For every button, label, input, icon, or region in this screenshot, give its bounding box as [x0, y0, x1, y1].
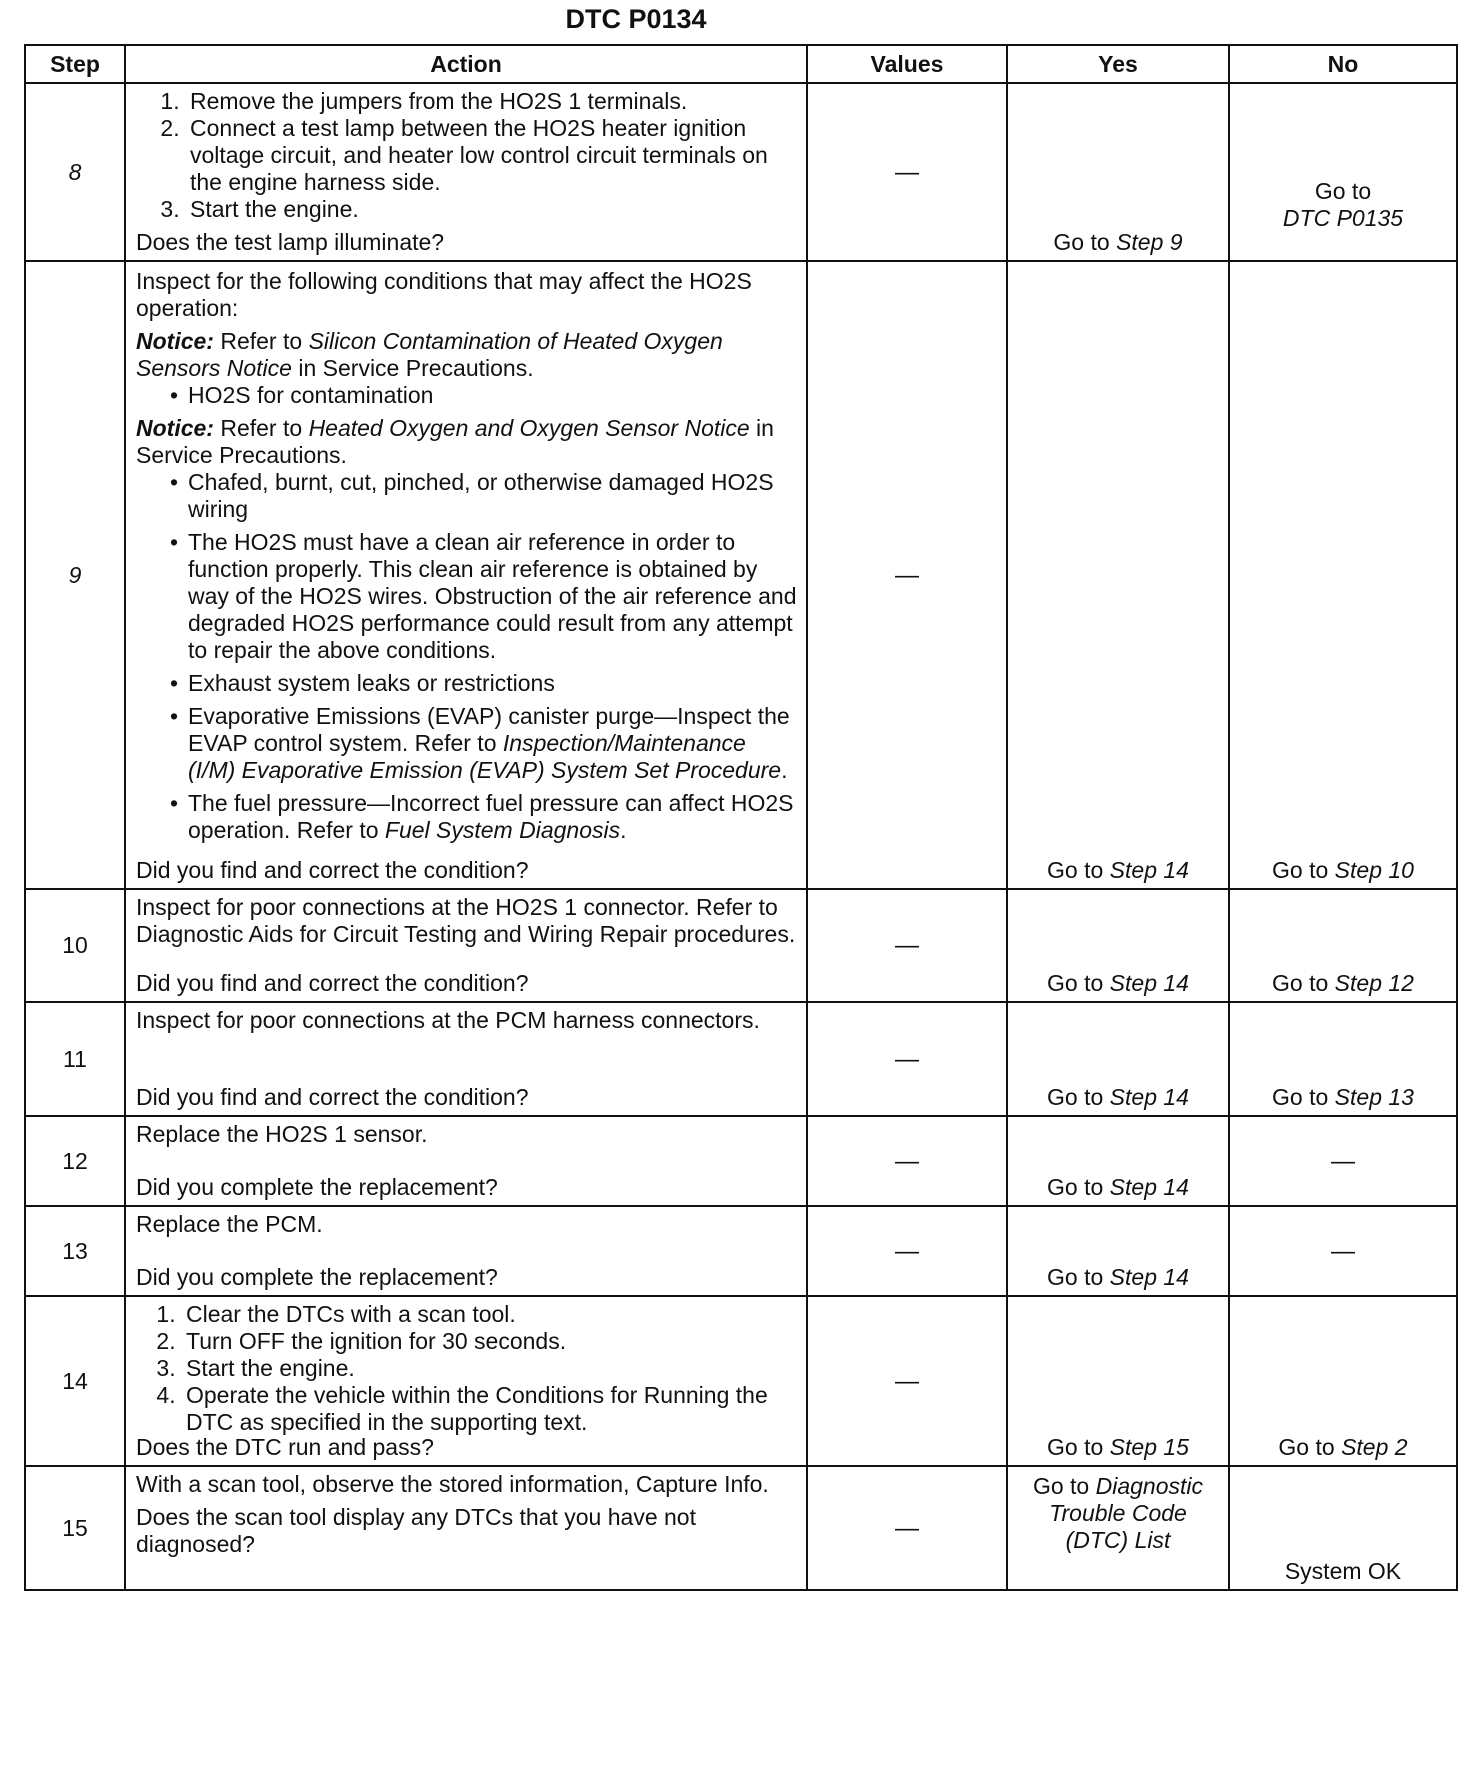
- table-header-row: [25, 45, 1457, 83]
- list-item: • Chafed, burnt, cut, pinched, or otherwise damaged HO2S wiring: [178, 469, 798, 523]
- values-cell: —: [807, 1466, 1007, 1590]
- step-link: Step 14: [1109, 857, 1189, 883]
- question-text: Does the test lamp illuminate?: [136, 229, 445, 255]
- action-text: Replace the PCM.: [136, 1211, 323, 1237]
- table-row: [25, 889, 1457, 1002]
- list-item: • The HO2S must have a clean air reference in order to function properly. This clean air reference is obtained by way of the HO2S wires. Obstruction of the air reference and degraded HO2S performance could result from any attempt to repair the above conditions.: [178, 529, 798, 664]
- question-text: Did you find and correct the condition?: [136, 857, 529, 883]
- page-title: DTC P0134: [565, 4, 707, 34]
- question-text: Does the scan tool display any DTCs that you have not diagnosed?: [136, 1504, 696, 1557]
- question-text: Did you find and correct the condition?: [136, 970, 529, 996]
- step-number: 15: [25, 1466, 125, 1590]
- values-cell: —: [807, 261, 1007, 889]
- yes-cell: Go to Step 9: [1007, 83, 1229, 261]
- list-item: 2. Turn OFF the ignition for 30 seconds.: [182, 1328, 798, 1355]
- values-cell: —: [807, 1296, 1007, 1466]
- table-row: [25, 1296, 1457, 1466]
- action-cell: [125, 889, 807, 1002]
- step-link: Diagnostic Trouble Code (DTC) List: [1049, 1473, 1204, 1553]
- list-item: • Exhaust system leaks or restrictions: [178, 670, 798, 697]
- step-link: Step 9: [1116, 229, 1183, 255]
- action-cell: [125, 83, 807, 261]
- question-text: Did you find and correct the condition?: [136, 1084, 529, 1110]
- question-text: Did you complete the replacement?: [136, 1264, 498, 1290]
- action-cell: [125, 1002, 807, 1116]
- list-item: 4. Operate the vehicle within the Conditions for Running the DTC as specified in the supporting text.: [182, 1382, 798, 1436]
- list-item: • Evaporative Emissions (EVAP) canister purge—Inspect the EVAP control system. Refer to Inspection/Maintenance (I/M) Evaporative Emission (EVAP) System Set Procedure.: [178, 703, 798, 784]
- notice-2: Notice: Refer to Heated Oxygen and Oxygen Sensor Notice in Service Precautions.: [136, 415, 774, 468]
- list-item: 1. Clear the DTCs with a scan tool.: [182, 1301, 798, 1328]
- table-row: [25, 1002, 1457, 1116]
- action-cell: [125, 1116, 807, 1206]
- procedure-list: [136, 88, 798, 223]
- list-item: 1. Remove the jumpers from the HO2S 1 terminals.: [186, 88, 798, 115]
- list-item: • HO2S for contamination: [178, 382, 798, 409]
- step-link: Step 14: [1109, 1264, 1189, 1290]
- header-values: Values: [807, 45, 1007, 83]
- action-cell: [125, 261, 807, 889]
- no-cell: System OK: [1229, 1466, 1457, 1590]
- values-cell: —: [807, 1206, 1007, 1296]
- header-yes: Yes: [1007, 45, 1229, 83]
- step-number: 8: [25, 83, 125, 261]
- values-cell: —: [807, 83, 1007, 261]
- notice-1: Notice: Refer to Silicon Contamination of Heated Oxygen Sensors Notice in Service Precautions.: [136, 328, 723, 381]
- table-row: [25, 83, 1457, 261]
- action-cell: [125, 1466, 807, 1590]
- yes-cell: Go to Step 15: [1007, 1296, 1229, 1466]
- step-number: 13: [25, 1206, 125, 1296]
- step-link: Step 14: [1109, 970, 1189, 996]
- header-step: Step: [25, 45, 125, 83]
- values-cell: —: [807, 1002, 1007, 1116]
- values-cell: —: [807, 1116, 1007, 1206]
- step-number: 12: [25, 1116, 125, 1206]
- yes-cell: Go to Step 14: [1007, 1116, 1229, 1206]
- step-link: Step 13: [1334, 1084, 1414, 1110]
- action-text: Inspect for poor connections at the HO2S 1 connector. Refer to Diagnostic Aids for Circuit Testing and Wiring Repair procedures.: [136, 894, 796, 947]
- no-cell: Go to Step 10: [1229, 261, 1457, 889]
- procedure-list: [136, 1301, 798, 1436]
- table-row: [25, 1466, 1457, 1590]
- step-link: Step 12: [1334, 970, 1414, 996]
- values-cell: —: [807, 889, 1007, 1002]
- condition-list: [136, 469, 798, 844]
- list-item: 3. Start the engine.: [182, 1355, 798, 1382]
- action-text: With a scan tool, observe the stored information, Capture Info.: [136, 1471, 769, 1497]
- step-link: Step 14: [1109, 1084, 1189, 1110]
- action-text: Replace the HO2S 1 sensor.: [136, 1121, 428, 1147]
- condition-list: [136, 382, 798, 409]
- intro-text: Inspect for the following conditions that may affect the HO2S operation:: [136, 268, 752, 321]
- question-text: Does the DTC run and pass?: [136, 1434, 434, 1460]
- action-cell: [125, 1296, 807, 1466]
- no-cell: —: [1229, 1206, 1457, 1296]
- step-number: 11: [25, 1002, 125, 1116]
- dtc-table: [24, 44, 1458, 1591]
- header-action: Action: [125, 45, 807, 83]
- no-cell: —: [1229, 1116, 1457, 1206]
- action-cell: [125, 1206, 807, 1296]
- yes-cell: Go to Diagnostic Trouble Code (DTC) List: [1007, 1466, 1229, 1590]
- step-number: 9: [25, 261, 125, 889]
- step-link: Step 14: [1109, 1174, 1189, 1200]
- action-text: Inspect for poor connections at the PCM harness connectors.: [136, 1007, 760, 1033]
- no-cell: Go to Step 12: [1229, 889, 1457, 1002]
- step-link: Step 2: [1341, 1434, 1408, 1460]
- table-row: [25, 261, 1457, 889]
- yes-cell: Go to Step 14: [1007, 1206, 1229, 1296]
- list-item: 2. Connect a test lamp between the HO2S heater ignition voltage circuit, and heater low control circuit terminals on the engine harness side.: [186, 115, 798, 196]
- step-link: Step 10: [1334, 857, 1414, 883]
- no-cell: Go to Step 2: [1229, 1296, 1457, 1466]
- header-no: No: [1229, 45, 1457, 83]
- question-text: Did you complete the replacement?: [136, 1174, 498, 1200]
- table-row: [25, 1206, 1457, 1296]
- yes-cell: Go to Step 14: [1007, 261, 1229, 889]
- yes-cell: Go to Step 14: [1007, 1002, 1229, 1116]
- step-link: DTC P0135: [1282, 205, 1404, 231]
- table-row: [25, 1116, 1457, 1206]
- no-cell: Go to DTC P0135: [1229, 83, 1457, 261]
- yes-cell: Go to Step 14: [1007, 889, 1229, 1002]
- list-item: 3. Start the engine.: [186, 196, 798, 223]
- step-link: Step 15: [1109, 1434, 1189, 1460]
- no-cell: Go to Step 13: [1229, 1002, 1457, 1116]
- list-item: • The fuel pressure—Incorrect fuel pressure can affect HO2S operation. Refer to Fuel System Diagnosis.: [178, 790, 798, 844]
- step-number: 14: [25, 1296, 125, 1466]
- step-number: 10: [25, 889, 125, 1002]
